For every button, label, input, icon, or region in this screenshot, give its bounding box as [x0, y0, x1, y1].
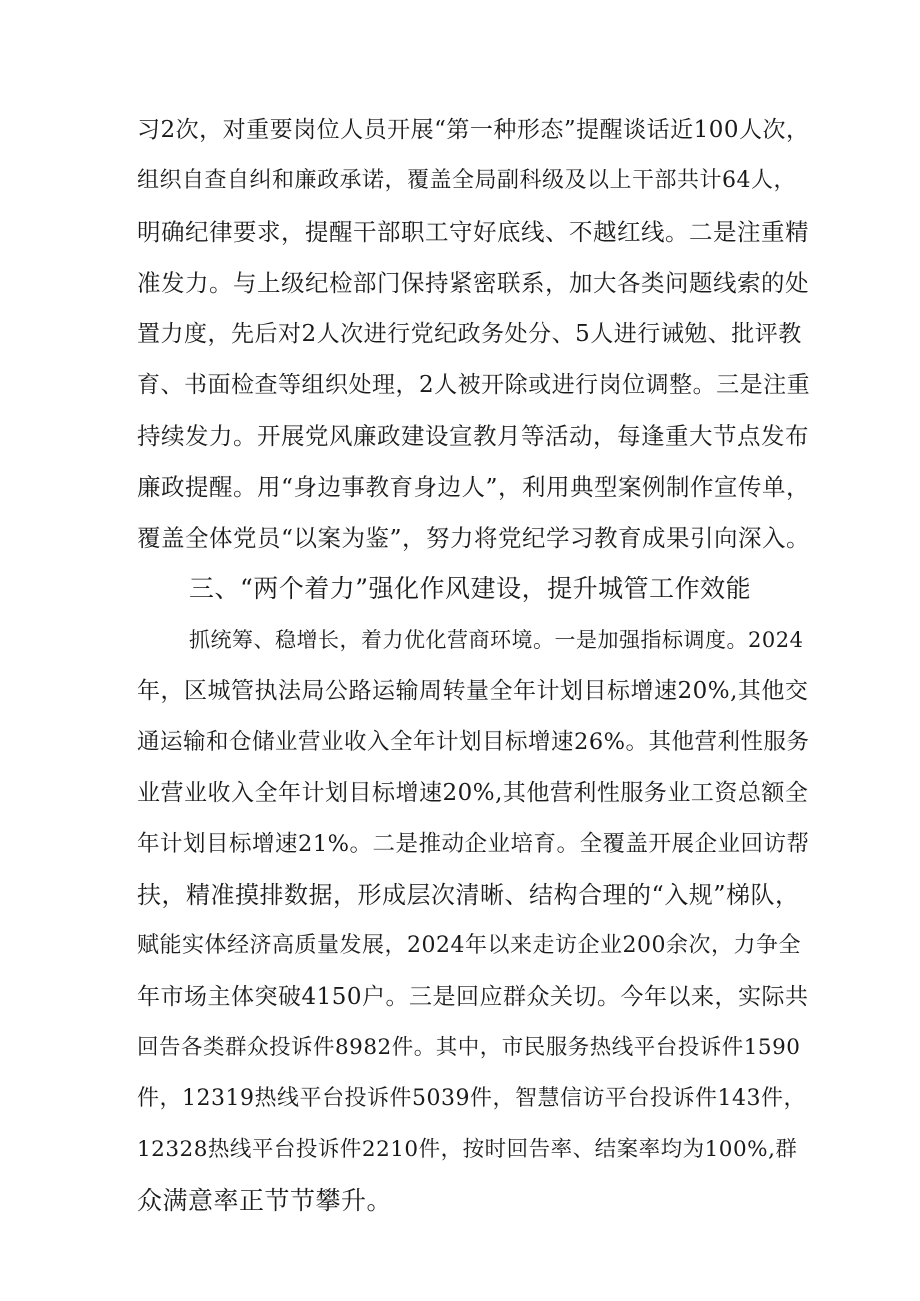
text-line: 业营业收入全年计划目标增速20%,其他营利性服务业工资总额全 — [137, 780, 809, 806]
text-line: 习2次，对重要岗位人员开展“第一种形态”提醒谈话近100人次， — [137, 117, 810, 143]
text-line: 持续发力。开展党风廉政建设宣教月等活动，每逢重大节点发布 — [137, 422, 809, 450]
text-line: 年市场主体突破4150户。三是回应群众关切。今年以来，实际共 — [137, 984, 809, 1010]
text-line: 通运输和仓储业营业收入全年计划目标增速26%。其他营利性服务 — [137, 729, 810, 755]
text-line: 覆盖全体党员“以案为鉴”，努力将党纪学习教育成果引向深入。 — [137, 524, 811, 552]
section-heading: 三、“两个着力”强化作风建设，提升城管工作效能 — [189, 574, 752, 603]
text-line: 赋能实体经济高质量发展，2024年以来走访企业200余次，力争全 — [137, 933, 801, 958]
text-line: 12328热线平台投诉件2210件，按时回告率、结案率均为100%,群 — [137, 1137, 798, 1162]
text-line: 回告各类群众投诉件8982件。其中，市民服务热线平台投诉件1590 — [137, 1035, 801, 1060]
text-line: 育、书面检查等组织处理，2人被开除或进行岗位调整。三是注重 — [137, 372, 811, 398]
text-line: 扶，精准摸排数据，形成层次清晰、结构合理的“入规”梯队， — [137, 881, 800, 909]
text-line: 廉政提醒。用“身边事教育身边人”，利用典型案例制作宣传单， — [137, 473, 811, 501]
text-line: 众满意率正节节攀升。 — [137, 1186, 393, 1215]
text-line: 年计划目标增速21%。二是推动企业培育。全覆盖开展企业回访帮 — [137, 831, 810, 857]
text-line: 组织自查自纠和廉政承诺，覆盖全局副科级及以上干部共计64人， — [137, 168, 796, 193]
text-line: 置力度，先后对2人次进行党纪政务处分、5人进行诫勉、批评教 — [137, 321, 802, 347]
text-line: 件，12319热线平台投诉件5039件，智慧信访平台投诉件143件， — [137, 1086, 806, 1111]
text-line: 抓统筹、稳增长，着力优化营商环境。一是加强指标调度。2024 — [189, 628, 804, 652]
text-line: 准发力。与上级纪检部门保持紧密联系，加大各类问题线索的处 — [137, 269, 809, 297]
text-line: 年，区城管执法局公路运输周转量全年计划目标增速20%,其他交 — [137, 678, 809, 704]
text-line: 明确纪律要求，提醒干部职工守好底线、不越红线。二是注重精 — [137, 218, 809, 246]
